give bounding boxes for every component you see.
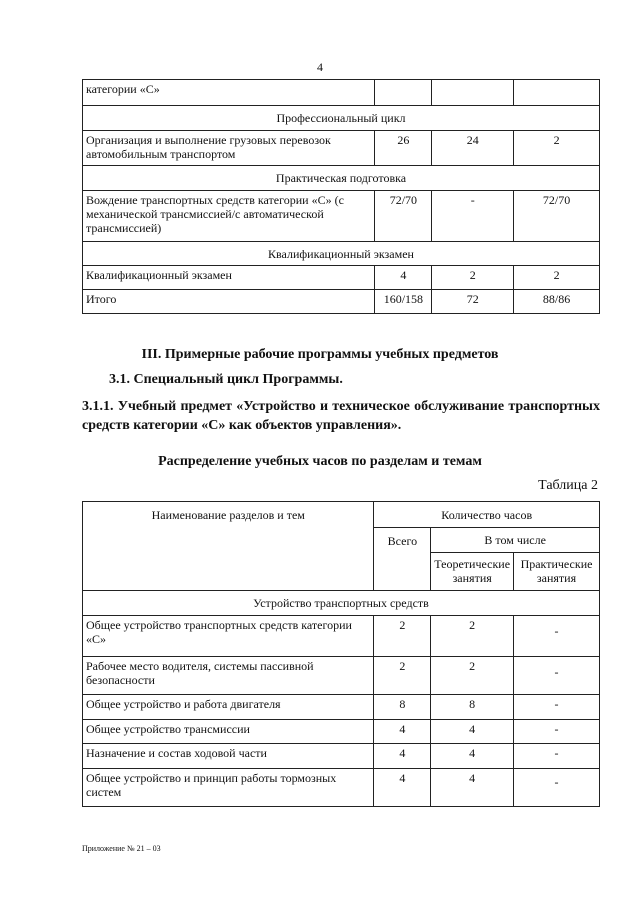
section-row (83, 242, 600, 266)
section-heading: III. Примерные рабочие программы учебных предметов (141, 347, 499, 362)
row-name: Вождение транспортных средств категории «С» (с механической трансмиссией/с автоматической трансмиссией) (83, 191, 375, 242)
subject-heading: 3.1.1. Учебный предмет «Устройство и техническое обслуживание транспортных средств категории «С» как объектов управления». (82, 399, 600, 433)
table-row: Рабочее место водителя, системы пассивной безопасности 2 2 - (83, 657, 600, 695)
table-row: Квалификационный экзамен 4 2 2 (83, 266, 600, 290)
header-practice: Практические занятия (514, 553, 600, 591)
section-row (83, 106, 600, 131)
row-name: категории «С» (83, 80, 375, 106)
total-row: Итого 160/158 72 88/86 (83, 290, 600, 314)
table-row (83, 80, 600, 106)
section-row (83, 166, 600, 191)
header-row (83, 502, 600, 528)
table-row: Общее устройство трансмиссии 4 4 - (83, 720, 600, 744)
header-theory: Теоретические занятия (431, 553, 514, 591)
table-row: Назначение и состав ходовой части 4 4 - (83, 744, 600, 769)
header-total: Всего (374, 528, 431, 591)
row-name: Общее устройство транспортных средств категории «С» (83, 616, 374, 657)
header-count: Количество часов (374, 502, 600, 528)
row-name: Общее устройство трансмиссии (83, 720, 374, 744)
page-number: 4 (317, 60, 323, 74)
row-name: Квалификационный экзамен (83, 266, 375, 290)
row-name: Общее устройство и принцип работы тормозных систем (83, 769, 374, 807)
table-label: Таблица 2 (538, 478, 598, 493)
table-row: Общее устройство транспортных средств категории «С» 2 2 - (83, 616, 600, 657)
row-name: Общее устройство и работа двигателя (83, 695, 374, 720)
table-row: Вождение транспортных средств категории «С» (с механической трансмиссией/с автоматической трансмиссией) 72/70 - 72/70 (83, 191, 600, 242)
table-row: Общее устройство и работа двигателя 8 8 - (83, 695, 600, 720)
section-title: Квалификационный экзамен (83, 242, 600, 266)
table-row: Общее устройство и принцип работы тормозных систем 4 4 - (83, 769, 600, 807)
hours-distribution-table (82, 501, 600, 807)
row-name: Итого (83, 290, 375, 314)
row-name: Назначение и состав ходовой части (83, 744, 374, 769)
table-row: Организация и выполнение грузовых перевозок автомобильным транспортом 26 24 2 (83, 131, 600, 166)
section-row (83, 591, 600, 616)
cycle-heading: 3.1. Специальный цикл Программы. (109, 372, 343, 387)
section-title: Практическая подготовка (83, 166, 600, 191)
footer-note: Приложение № 21 – 03 (82, 844, 161, 853)
header-name: Наименование разделов и тем (83, 502, 374, 591)
section-title: Устройство транспортных средств (83, 591, 600, 616)
hours-table-continued (82, 79, 600, 314)
row-name: Организация и выполнение грузовых перевозок автомобильным транспортом (83, 131, 375, 166)
row-name: Рабочее место водителя, системы пассивной безопасности (83, 657, 374, 695)
distribution-heading: Распределение учебных часов по разделам и темам (158, 454, 482, 469)
section-title: Профессиональный цикл (83, 106, 600, 131)
header-including: В том числе (431, 528, 600, 553)
